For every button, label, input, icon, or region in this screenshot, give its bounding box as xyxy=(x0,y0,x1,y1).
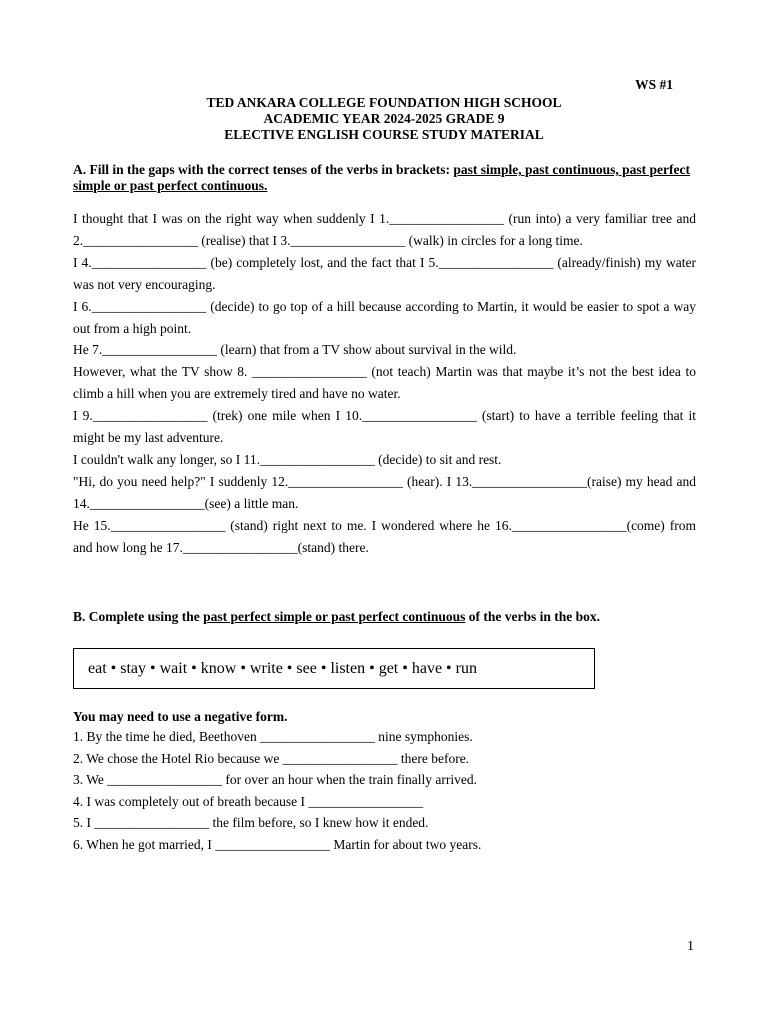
passage-paragraph: I 9._________________ (trek) one mile when I 10._________________ (start) to have a terrible feeling that it might be my last adventure. xyxy=(73,408,696,446)
passage-paragraph: "Hi, do you need help?" I suddenly 12._________________ (hear). I 13._________________(raise) my head and 14._________________(see) a little man. xyxy=(73,473,696,511)
section-b-tenses: past perfect simple or past perfect continuous xyxy=(203,609,466,624)
course-title: ELECTIVE ENGLISH COURSE STUDY MATERIAL xyxy=(224,127,544,142)
passage-paragraph: I 4._________________ (be) completely lost, and the fact that I 5._________________ (already/finish) my water was not very encouraging. xyxy=(73,254,696,292)
exercise-item: 3. We _________________ for over an hour when the train finally arrived. xyxy=(73,772,477,788)
passage-paragraph: However, what the TV show 8. _________________ (not teach) Martin was that maybe it’s not the best idea to climb a hill when you are extremely tired and have no water. xyxy=(73,364,696,402)
passage-paragraph: He 15._________________ (stand) right next to me. I wondered where he 16._________________(come) from and how long he 17._________________(stand) there. xyxy=(73,517,696,555)
passage-paragraph: I couldn't walk any longer, so I 11._________________ (decide) to sit and rest. xyxy=(73,451,502,467)
passage-paragraph: He 7._________________ (learn) that from a TV show about survival in the wild. xyxy=(73,342,517,358)
exercise-item: 4. I was completely out of breath because I _________________ xyxy=(73,793,424,809)
page-number: 1 xyxy=(687,939,694,954)
academic-year: ACADEMIC YEAR 2024-2025 GRADE 9 xyxy=(263,111,505,126)
negative-form-note: You may need to use a negative form. xyxy=(73,709,288,724)
exercise-item: 6. When he got married, I _________________ Martin for about two years. xyxy=(73,836,482,852)
worksheet-label: WS #1 xyxy=(635,77,673,92)
school-name: TED ANKARA COLLEGE FOUNDATION HIGH SCHOOL xyxy=(206,95,562,110)
document-header xyxy=(0,95,768,143)
exercise-item: 1. By the time he died, Beethoven _________________ nine symphonies. xyxy=(73,729,473,744)
passage-paragraph: I thought that I was on the right way when suddenly I 1._________________ (run into) a very familiar tree and 2._________________ (realise) that I 3._________________ (walk) in circles for a long time. xyxy=(73,211,696,248)
passage-paragraph: I 6._________________ (decide) to go top of a hill because according to Martin, it would be easier to spot a way out from a high point. xyxy=(73,298,696,336)
section-a-passage xyxy=(73,208,696,559)
exercise-item: 5. I _________________ the film before, so I knew how it ended. xyxy=(73,815,429,831)
section-a-prefix: A. Fill in the gaps with the correct tenses of the verbs in brackets: xyxy=(73,162,454,177)
section-b-letter: B xyxy=(73,609,83,624)
exercise-item: 2. We chose the Hotel Rio because we _________________ there before. xyxy=(73,750,470,766)
verb-box: eat • stay • wait • know • write • see • listen • get • have • run xyxy=(73,648,595,689)
section-a-instructions xyxy=(73,162,696,194)
section-b-prefix: . Complete using the xyxy=(82,609,204,624)
section-b-items xyxy=(73,726,696,856)
section-b-suffix: of the verbs in the box. xyxy=(465,609,600,624)
section-a-tenses: past simple, past continuous, past perfect simple or past perfect continuous. xyxy=(73,162,690,193)
section-b-instructions xyxy=(73,609,696,625)
